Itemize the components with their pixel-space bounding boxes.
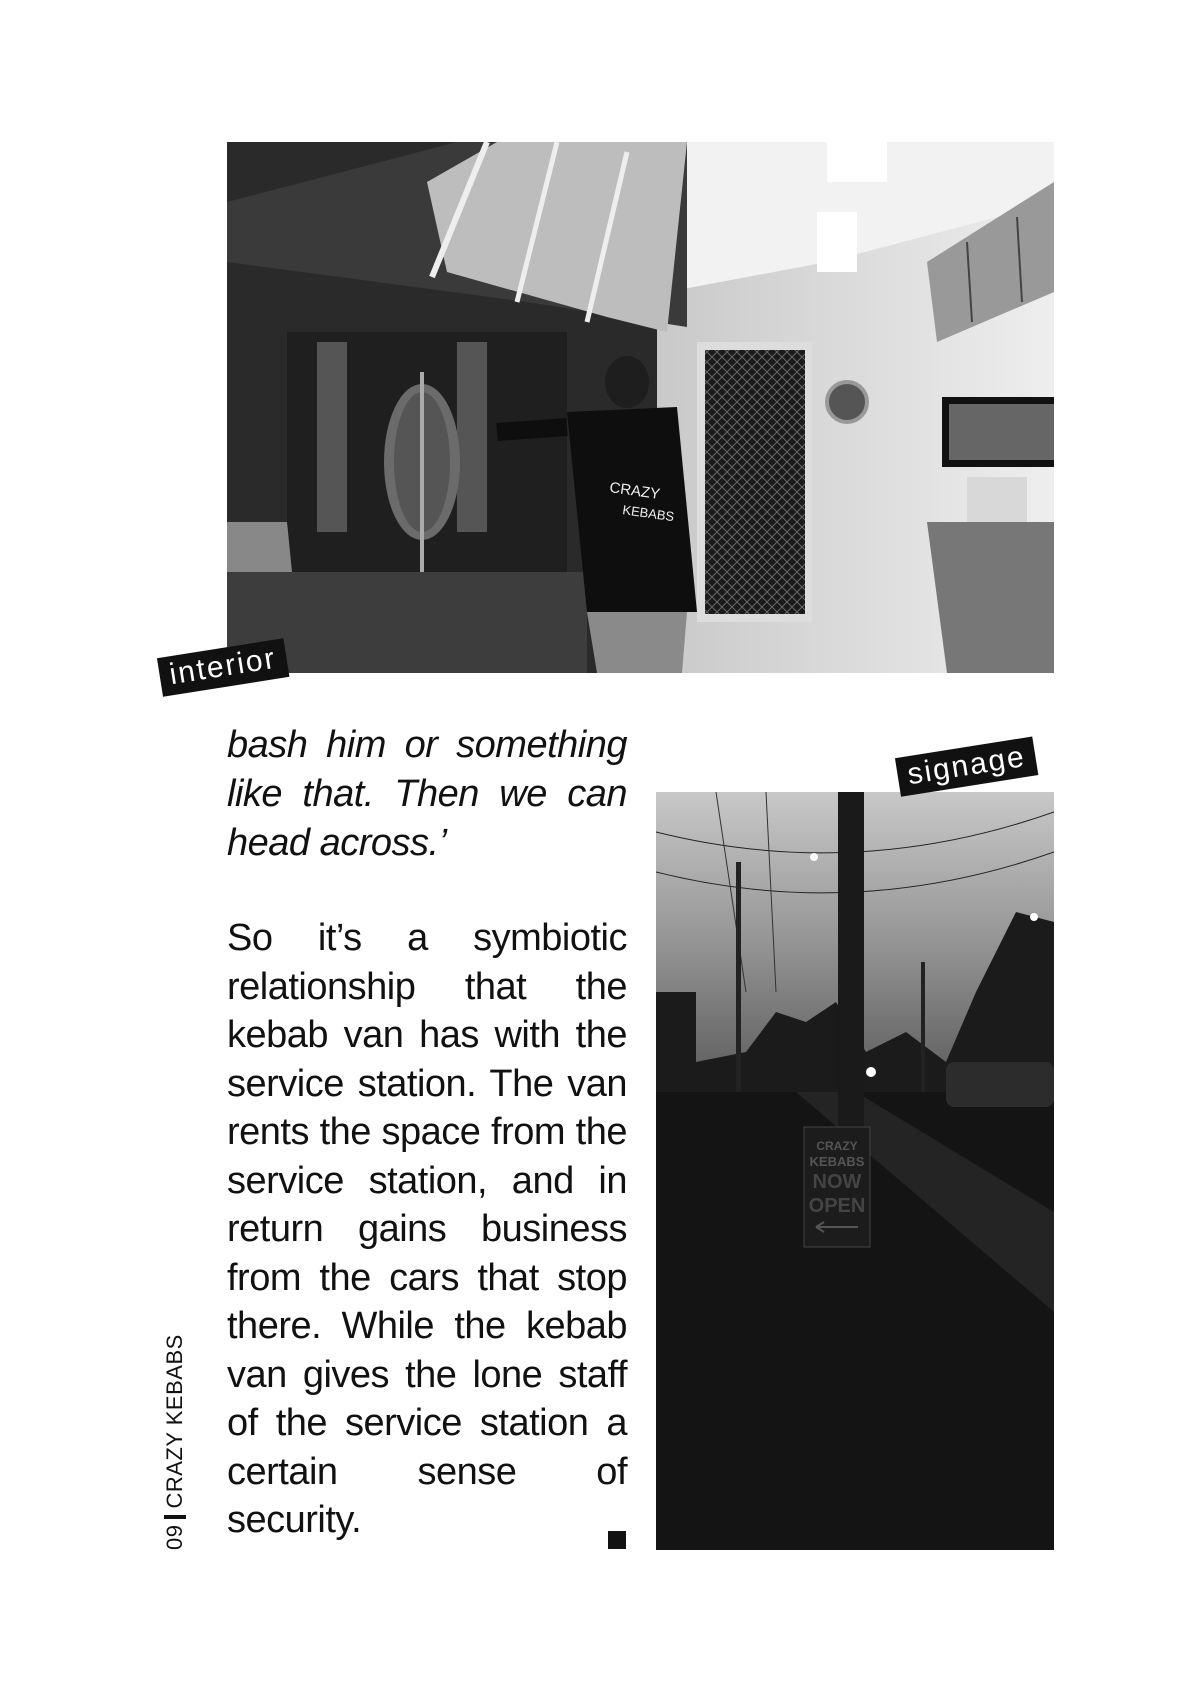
- shirt-logo-line-1: CRAZY: [608, 479, 662, 504]
- sign-line-crazy: CRAZY: [816, 1139, 858, 1153]
- sign-line-open: OPEN: [808, 1195, 866, 1217]
- page-number: 09: [162, 1524, 187, 1550]
- end-mark: [608, 1531, 626, 1549]
- interior-photo: [227, 142, 1054, 673]
- pull-quote: bash him or something like that. Then we can head across.’: [227, 724, 627, 864]
- body-paragraph: So it’s a symbiotic relationship that the kebab van has with the service station. The van rents the space from the service station, and in return gains business from the cars that stop there. While the kebab van gives the lone staff of the service station a certain sense of security.: [227, 917, 627, 1541]
- sign-line-now: NOW: [812, 1171, 862, 1193]
- signage-photo: [656, 792, 1054, 1550]
- running-title: CRAZY KEBABS: [162, 1334, 187, 1509]
- interior-label: interior: [157, 638, 289, 696]
- sign-line-kebabs: KEBABS: [809, 1154, 865, 1169]
- shirt-logo-line-2: KEBABS: [621, 502, 676, 525]
- running-footer: [164, 1334, 186, 1550]
- signage-label: signage: [895, 736, 1038, 796]
- footer-divider: [164, 1515, 186, 1519]
